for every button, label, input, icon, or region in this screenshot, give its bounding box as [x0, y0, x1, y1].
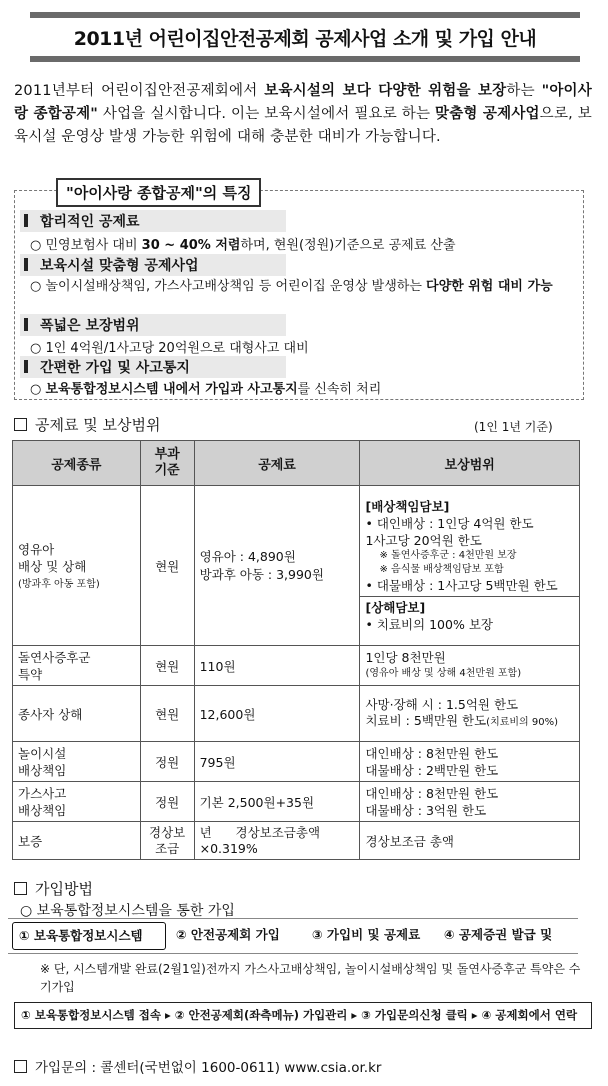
manual-join-notice: ※ 단, 시스템개발 완료(2월1일)전까지 가스사고배상책임, 놀이시설배상책임 및 돌연사증후군 특약은 수기가입 — [40, 962, 581, 994]
table-cell: 영유아 : 4,890원 방과후 아동 : 3,990원 — [194, 486, 360, 646]
table-row — [13, 782, 580, 822]
table-cell: 경상보조금 총액 — [360, 822, 580, 860]
title-rule — [30, 56, 580, 62]
join-section-heading: 가입방법 — [14, 878, 93, 899]
table-cell: 경상보 조금 — [140, 822, 194, 860]
table-header: 공제종류 — [13, 441, 141, 486]
page-title: 2011년 어린이집안전공제회 공제사업 소개 및 가입 안내 — [73, 28, 537, 50]
table-cell: 보증 — [13, 822, 141, 860]
premium-table — [12, 440, 580, 860]
table-cell: 현원 — [140, 686, 194, 742]
feature-title: 간편한 가입 및 사고통지 — [20, 356, 286, 378]
step-3: ③ 가입비 및 공제료 — [312, 927, 421, 942]
table-row — [13, 686, 580, 742]
feature-line: ○ 보육통합정보시스템 내에서 가입과 사고통지를 신속히 처리 — [30, 382, 382, 397]
table-cell: 사망·장해 시 : 1.5억원 한도 치료비 : 5백만원 한도(치료비의 90%) — [360, 686, 580, 742]
table-cell: 놀이시설 배상책임 — [13, 742, 141, 782]
checkbox-square-icon — [14, 1060, 27, 1073]
step-4: ④ 공제증권 발급 및 — [444, 927, 553, 942]
step-2: ② 안전공제회 가입 — [176, 927, 280, 942]
feature-title: 보육시설 맞춤형 공제사업 — [20, 254, 286, 276]
table-row — [13, 486, 580, 646]
features-heading: "아이사랑 종합공제"의 특징 — [56, 178, 261, 207]
feature-line: ○ 놀이시설배상책임, 가스사고배상책임 등 어린이집 운영상 발생하는 다양한 위험 대비 가능 — [30, 279, 553, 294]
manual-join-steps: ① 보육통합정보시스템 접속 ▸ ② 안전공제회(좌측메뉴) 가입관리 ▸ ③ 가입문의신청 클릭 ▸ ④ 공제회에서 연락 — [14, 1002, 592, 1029]
intro-paragraph: 2011년부터 어린이집안전공제회에서 보육시설의 보다 다양한 위험을 보장하는 "아이사랑 종합공제" 사업을 실시합니다. 이는 보육시설에서 필요로 하는 맞춤형 공제사업으로, 보육시설 운영상 발생 가능한 위험에 대해 충분한 대비가 가능합니다. — [14, 83, 592, 145]
table-cell: 현원 — [140, 646, 194, 686]
table-header: 보상범위 — [360, 441, 580, 486]
table-cell: 1인당 8천만원 (영유아 배상 및 상해 4천만원 포함) — [360, 646, 580, 686]
table-cell: 정원 — [140, 782, 194, 822]
table-cell: 대인배상 : 8천만원 한도 대물배상 : 2백만원 한도 — [360, 742, 580, 782]
table-cell: 110원 — [194, 646, 360, 686]
table-cell: 기본 2,500원+35원 — [194, 782, 360, 822]
table-header: 부과 기준 — [140, 441, 194, 486]
table-cell: [배상책임담보] • 대인배상 : 1인당 4억원 한도 1사고당 20억원 한도 ※ 돌연사증후군 : 4천만원 보장 ※ 음식물 배상책임담보 포함 • 대물배상 : 1사고당 5백만원 한도 [상해담보] • 치료비의 100% 보장 — [360, 486, 580, 646]
table-cell: 대인배상 : 8천만원 한도 대물배상 : 3억원 한도 — [360, 782, 580, 822]
step-1: ① 보육통합정보시스템 — [12, 922, 166, 950]
table-cell: 영유아 배상 및 상해 (방과후 아동 포함) — [13, 486, 141, 646]
table-cell: 년 경상보조금총액 ×0.319% — [194, 822, 360, 860]
table-header: 공제료 — [194, 441, 360, 486]
table-row — [13, 742, 580, 782]
feature-line: ○ 1인 4억원/1사고당 20억원으로 대형사고 대비 — [30, 341, 309, 356]
checkbox-square-icon — [14, 418, 27, 431]
feature-title: 폭넓은 보장범위 — [20, 314, 286, 336]
feature-title: 합리적인 공제료 — [20, 210, 286, 232]
table-cell: 795원 — [194, 742, 360, 782]
table-row — [13, 646, 580, 686]
table-cell: 정원 — [140, 742, 194, 782]
top-rule — [30, 12, 580, 18]
premium-basis-note: (1인 1년 기준) — [474, 420, 553, 434]
table-cell: 돌연사증후군 특약 — [13, 646, 141, 686]
contact-line: 가입문의 : 콜센터(국번없이 1600-0611) www.csia.or.kr — [14, 1056, 381, 1076]
table-cell: 가스사고 배상책임 — [13, 782, 141, 822]
feature-line: ○ 민영보험사 대비 30 ~ 40% 저렴하며, 현원(정원)기준으로 공제료 산출 — [30, 238, 456, 253]
table-cell: 종사자 상해 — [13, 686, 141, 742]
table-cell: 12,600원 — [194, 686, 360, 742]
premium-section-heading: 공제료 및 보상범위 — [14, 414, 160, 435]
table-row — [13, 822, 580, 860]
table-cell: 현원 — [140, 486, 194, 646]
table-header-row — [13, 441, 580, 486]
join-method-line: ○ 보육통합정보시스템을 통한 가입 — [20, 903, 235, 919]
checkbox-square-icon — [14, 882, 27, 895]
